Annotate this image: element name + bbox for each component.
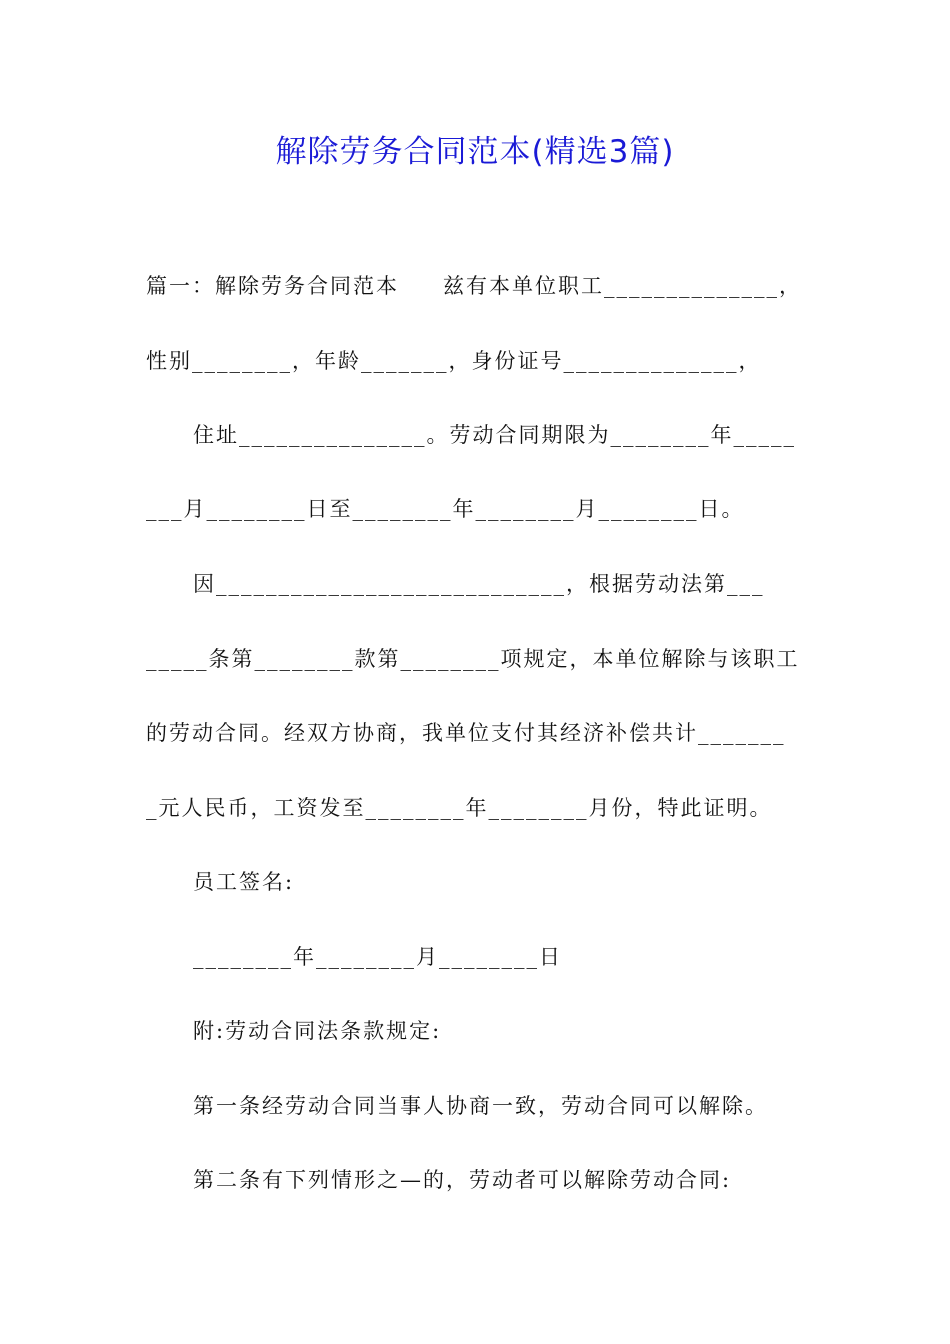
section-heading: 篇一：解除劳务合同范本	[146, 274, 399, 298]
text-line-13: 第二条有下列情形之—的，劳动者可以解除劳动合同:	[193, 1168, 732, 1192]
text-line-11: 附:劳动合同法条款规定:	[193, 1019, 442, 1043]
text-line-10: ________年________月________日	[193, 945, 562, 969]
text-line-3: 住址_______________。劳动合同期限为________年_____	[193, 423, 796, 447]
text-segment: 兹有本单位职工______________，	[443, 274, 802, 298]
text-line-7: 的劳动合同。经双方协商，我单位支付其经济补偿共计_______	[146, 721, 786, 745]
text-line-2: 性别________，年龄_______，身份证号______________，	[146, 349, 762, 373]
text-line-4: ___月________日至________年________月________日。	[146, 497, 745, 521]
text-line-5: 因____________________________，根据劳动法第___	[193, 572, 765, 596]
text-line-8: _元人民币，工资发至________年________月份，特此证明。	[146, 796, 773, 820]
document-title: 解除劳务合同范本(精选3篇)	[275, 134, 675, 170]
text-line-12: 第一条经劳动合同当事人协商一致，劳动合同可以解除。	[193, 1094, 768, 1118]
text-line-1	[146, 271, 826, 301]
text-line-9: 员工签名:	[193, 870, 295, 894]
text-line-6: _____条第________款第________项规定，本单位解除与该职工	[146, 647, 800, 671]
